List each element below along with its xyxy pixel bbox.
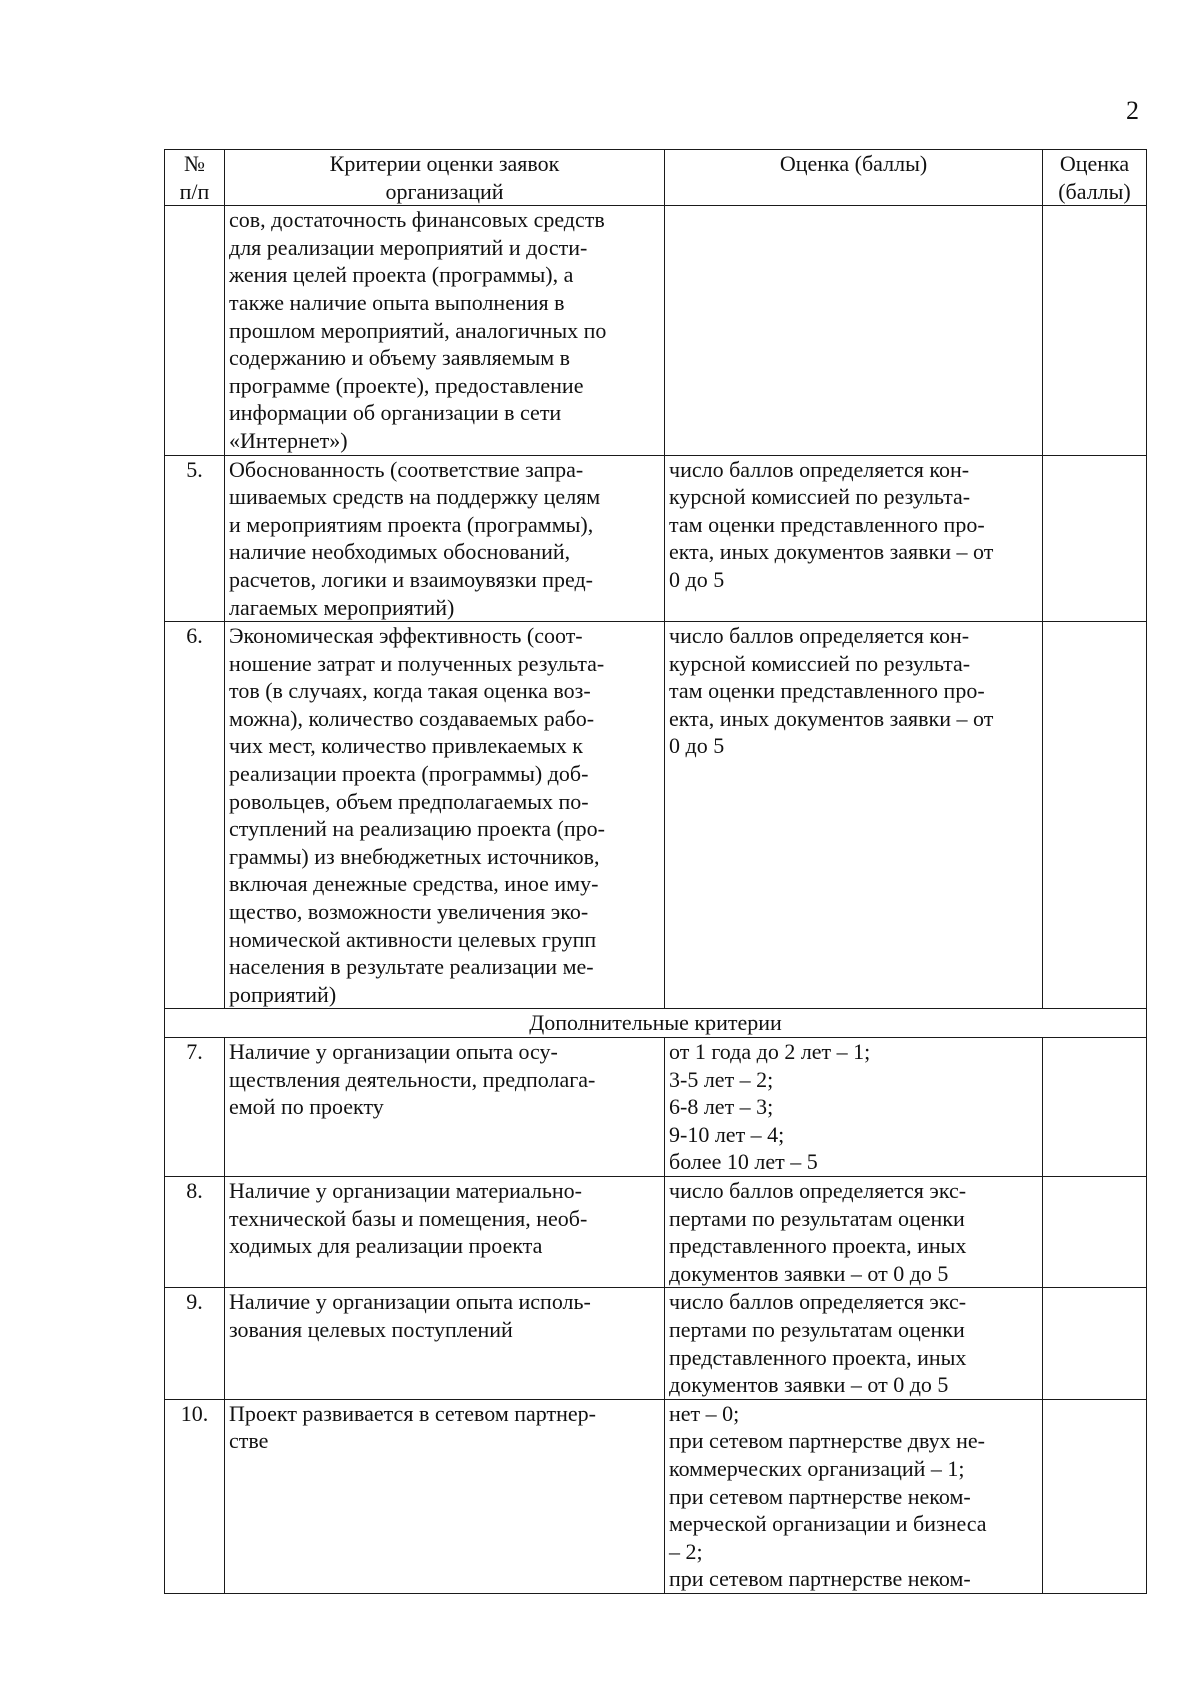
- table-row: [165, 1038, 1147, 1177]
- table-header-row: [165, 150, 1147, 206]
- score-cell-2: [1043, 1288, 1147, 1399]
- main-rows: [165, 206, 1147, 1009]
- criteria-line: расчетов, логики и взаимоувязки пред-: [229, 566, 593, 592]
- score-cell: [665, 622, 1043, 1009]
- criteria-line: Экономическая эффективность (соот-: [229, 623, 583, 649]
- criteria-line: чих мест, количество привлекаемых к: [229, 733, 583, 759]
- header-text: организаций: [385, 178, 504, 204]
- score-line: 3-5 лет – 2;: [669, 1066, 774, 1092]
- score-line: там оценки представленного про-: [669, 678, 985, 704]
- table-row: [165, 622, 1147, 1009]
- criteria-line: ношение затрат и полученных результа-: [229, 650, 605, 676]
- score-cell-2: [1043, 206, 1147, 455]
- score-line: екта, иных документов заявки – от: [669, 539, 994, 565]
- criteria-cell: [225, 1176, 665, 1287]
- score-cell-2: [1043, 1399, 1147, 1593]
- score-line: курсной комиссией по результа-: [669, 650, 971, 676]
- score-line: представленного проекта, иных: [669, 1344, 967, 1370]
- criteria-line: «Интернет»): [229, 427, 348, 453]
- score-line: там оценки представленного про-: [669, 511, 985, 537]
- header-text: Оценка: [1059, 151, 1130, 176]
- score-line: мерческой организации и бизнеса: [669, 1511, 987, 1537]
- criteria-line: ществления деятельности, предполага-: [229, 1066, 596, 1092]
- criteria-line: роприятий): [229, 981, 337, 1007]
- table-row: [165, 1288, 1147, 1399]
- score-cell: [665, 455, 1043, 622]
- header-num: [165, 150, 225, 206]
- criteria-line: информации об организации в сети: [229, 400, 562, 426]
- score-cell-2: [1043, 455, 1147, 622]
- row-number: [165, 206, 225, 455]
- score-line: 0 до 5: [669, 566, 725, 592]
- criteria-line: реализации проекта (программы) доб-: [229, 761, 589, 787]
- score-line: число баллов определяется кон-: [669, 623, 970, 649]
- criteria-line: Обоснованность (соответствие запра-: [229, 456, 584, 482]
- criteria-table: [164, 149, 1147, 1594]
- score-line: документов заявки – от 0 до 5: [669, 1372, 949, 1398]
- criteria-line: лагаемых мероприятий): [229, 594, 455, 620]
- criteria-cell: [225, 1399, 665, 1593]
- criteria-cell: [225, 455, 665, 622]
- criteria-line: наличие необходимых обоснований,: [229, 539, 571, 565]
- score-line: коммерческих организаций – 1;: [669, 1455, 965, 1481]
- score-line: 6-8 лет – 3;: [669, 1094, 774, 1120]
- score-line: число баллов определяется экс-: [669, 1289, 967, 1315]
- score-cell: [665, 1288, 1043, 1399]
- score-line: число баллов определяется экс-: [669, 1177, 967, 1203]
- header-text: п/п: [179, 178, 210, 204]
- criteria-line: щество, возможности увеличения эко-: [229, 899, 589, 925]
- header-text: (баллы): [1058, 178, 1131, 204]
- score-line: документов заявки – от 0 до 5: [669, 1260, 949, 1286]
- criteria-line: технической базы и помещения, необ-: [229, 1205, 588, 1231]
- score-line: екта, иных документов заявки – от: [669, 705, 994, 731]
- row-number: 7.: [165, 1038, 225, 1177]
- row-number: 6.: [165, 622, 225, 1009]
- table-row: [165, 1176, 1147, 1287]
- score-line: – 2;: [669, 1538, 703, 1564]
- criteria-line: сов, достаточность финансовых средств: [229, 207, 605, 233]
- criteria-line: можна), количество создаваемых рабо-: [229, 705, 595, 731]
- header-text: №: [184, 151, 205, 176]
- header-score: [665, 150, 1043, 206]
- criteria-cell: [225, 1288, 665, 1399]
- criteria-line: Наличие у организации опыта исполь-: [229, 1289, 591, 1315]
- criteria-line: программе (проекте), предоставление: [229, 372, 584, 398]
- score-line: пертами по результатам оценки: [669, 1316, 965, 1342]
- criteria-line: граммы) из внебюджетных источников,: [229, 843, 600, 869]
- score-line: 9-10 лет – 4;: [669, 1121, 785, 1147]
- header-text: Оценка (баллы): [779, 151, 928, 176]
- score-cell: [665, 1038, 1043, 1177]
- criteria-line: ровольцев, объем предполагаемых по-: [229, 788, 589, 814]
- extra-rows: [165, 1038, 1147, 1594]
- header-score-2: [1043, 150, 1147, 206]
- criteria-line: ступлений на реализацию проекта (про-: [229, 816, 605, 842]
- header-criteria: [225, 150, 665, 206]
- score-line: нет – 0;: [669, 1400, 740, 1426]
- page-number: 2: [1126, 96, 1139, 125]
- row-number: 10.: [165, 1399, 225, 1593]
- score-line: при сетевом партнерстве неком-: [669, 1566, 971, 1592]
- score-cell-2: [1043, 1038, 1147, 1177]
- score-line: от 1 года до 2 лет – 1;: [669, 1039, 871, 1064]
- criteria-line: емой по проекту: [229, 1094, 384, 1120]
- criteria-line: населения в результате реализации ме-: [229, 954, 594, 980]
- score-line: число баллов определяется кон-: [669, 456, 970, 482]
- section-title: Дополнительные критерии: [165, 1009, 1147, 1038]
- criteria-line: Наличие у организации опыта осу-: [229, 1039, 558, 1064]
- row-number: 9.: [165, 1288, 225, 1399]
- table-row: [165, 206, 1147, 455]
- score-line: представленного проекта, иных: [669, 1233, 967, 1259]
- criteria-line: Наличие у организации материально-: [229, 1177, 582, 1203]
- header-text: Критерии оценки заявок: [329, 151, 560, 176]
- criteria-line: содержанию и объему заявляемым в: [229, 345, 571, 371]
- score-cell-2: [1043, 622, 1147, 1009]
- criteria-line: тов (в случаях, когда такая оценка воз-: [229, 678, 591, 704]
- criteria-cell: [225, 622, 665, 1009]
- criteria-line: прошлом мероприятий, аналогичных по: [229, 317, 607, 343]
- criteria-line: зования целевых поступлений: [229, 1316, 513, 1342]
- criteria-line: стве: [229, 1428, 269, 1454]
- score-line: курсной комиссией по результа-: [669, 484, 971, 510]
- criteria-cell: [225, 1038, 665, 1177]
- criteria-line: жения целей проекта (программы), а: [229, 262, 574, 288]
- criteria-line: Проект развивается в сетевом партнер-: [229, 1400, 596, 1426]
- section-row: [165, 1009, 1147, 1038]
- row-number: 8.: [165, 1176, 225, 1287]
- score-cell: [665, 206, 1043, 455]
- score-line: пертами по результатам оценки: [669, 1205, 965, 1231]
- criteria-line: ходимых для реализации проекта: [229, 1233, 543, 1259]
- score-line: более 10 лет – 5: [669, 1149, 818, 1175]
- score-line: при сетевом партнерстве двух не-: [669, 1428, 985, 1454]
- score-cell: [665, 1176, 1043, 1287]
- table-row: [165, 1399, 1147, 1593]
- score-cell-2: [1043, 1176, 1147, 1287]
- criteria-line: номической активности целевых групп: [229, 926, 597, 952]
- row-number: 5.: [165, 455, 225, 622]
- criteria-line: для реализации мероприятий и дости-: [229, 234, 588, 260]
- criteria-cell: [225, 206, 665, 455]
- criteria-line: шиваемых средств на поддержку целям: [229, 484, 601, 510]
- score-line: 0 до 5: [669, 733, 725, 759]
- criteria-line: также наличие опыта выполнения в: [229, 289, 565, 315]
- score-cell: [665, 1399, 1043, 1593]
- table-row: [165, 455, 1147, 622]
- criteria-line: включая денежные средства, иное иму-: [229, 871, 599, 897]
- score-line: при сетевом партнерстве неком-: [669, 1483, 971, 1509]
- criteria-line: и мероприятиям проекта (программы),: [229, 511, 594, 537]
